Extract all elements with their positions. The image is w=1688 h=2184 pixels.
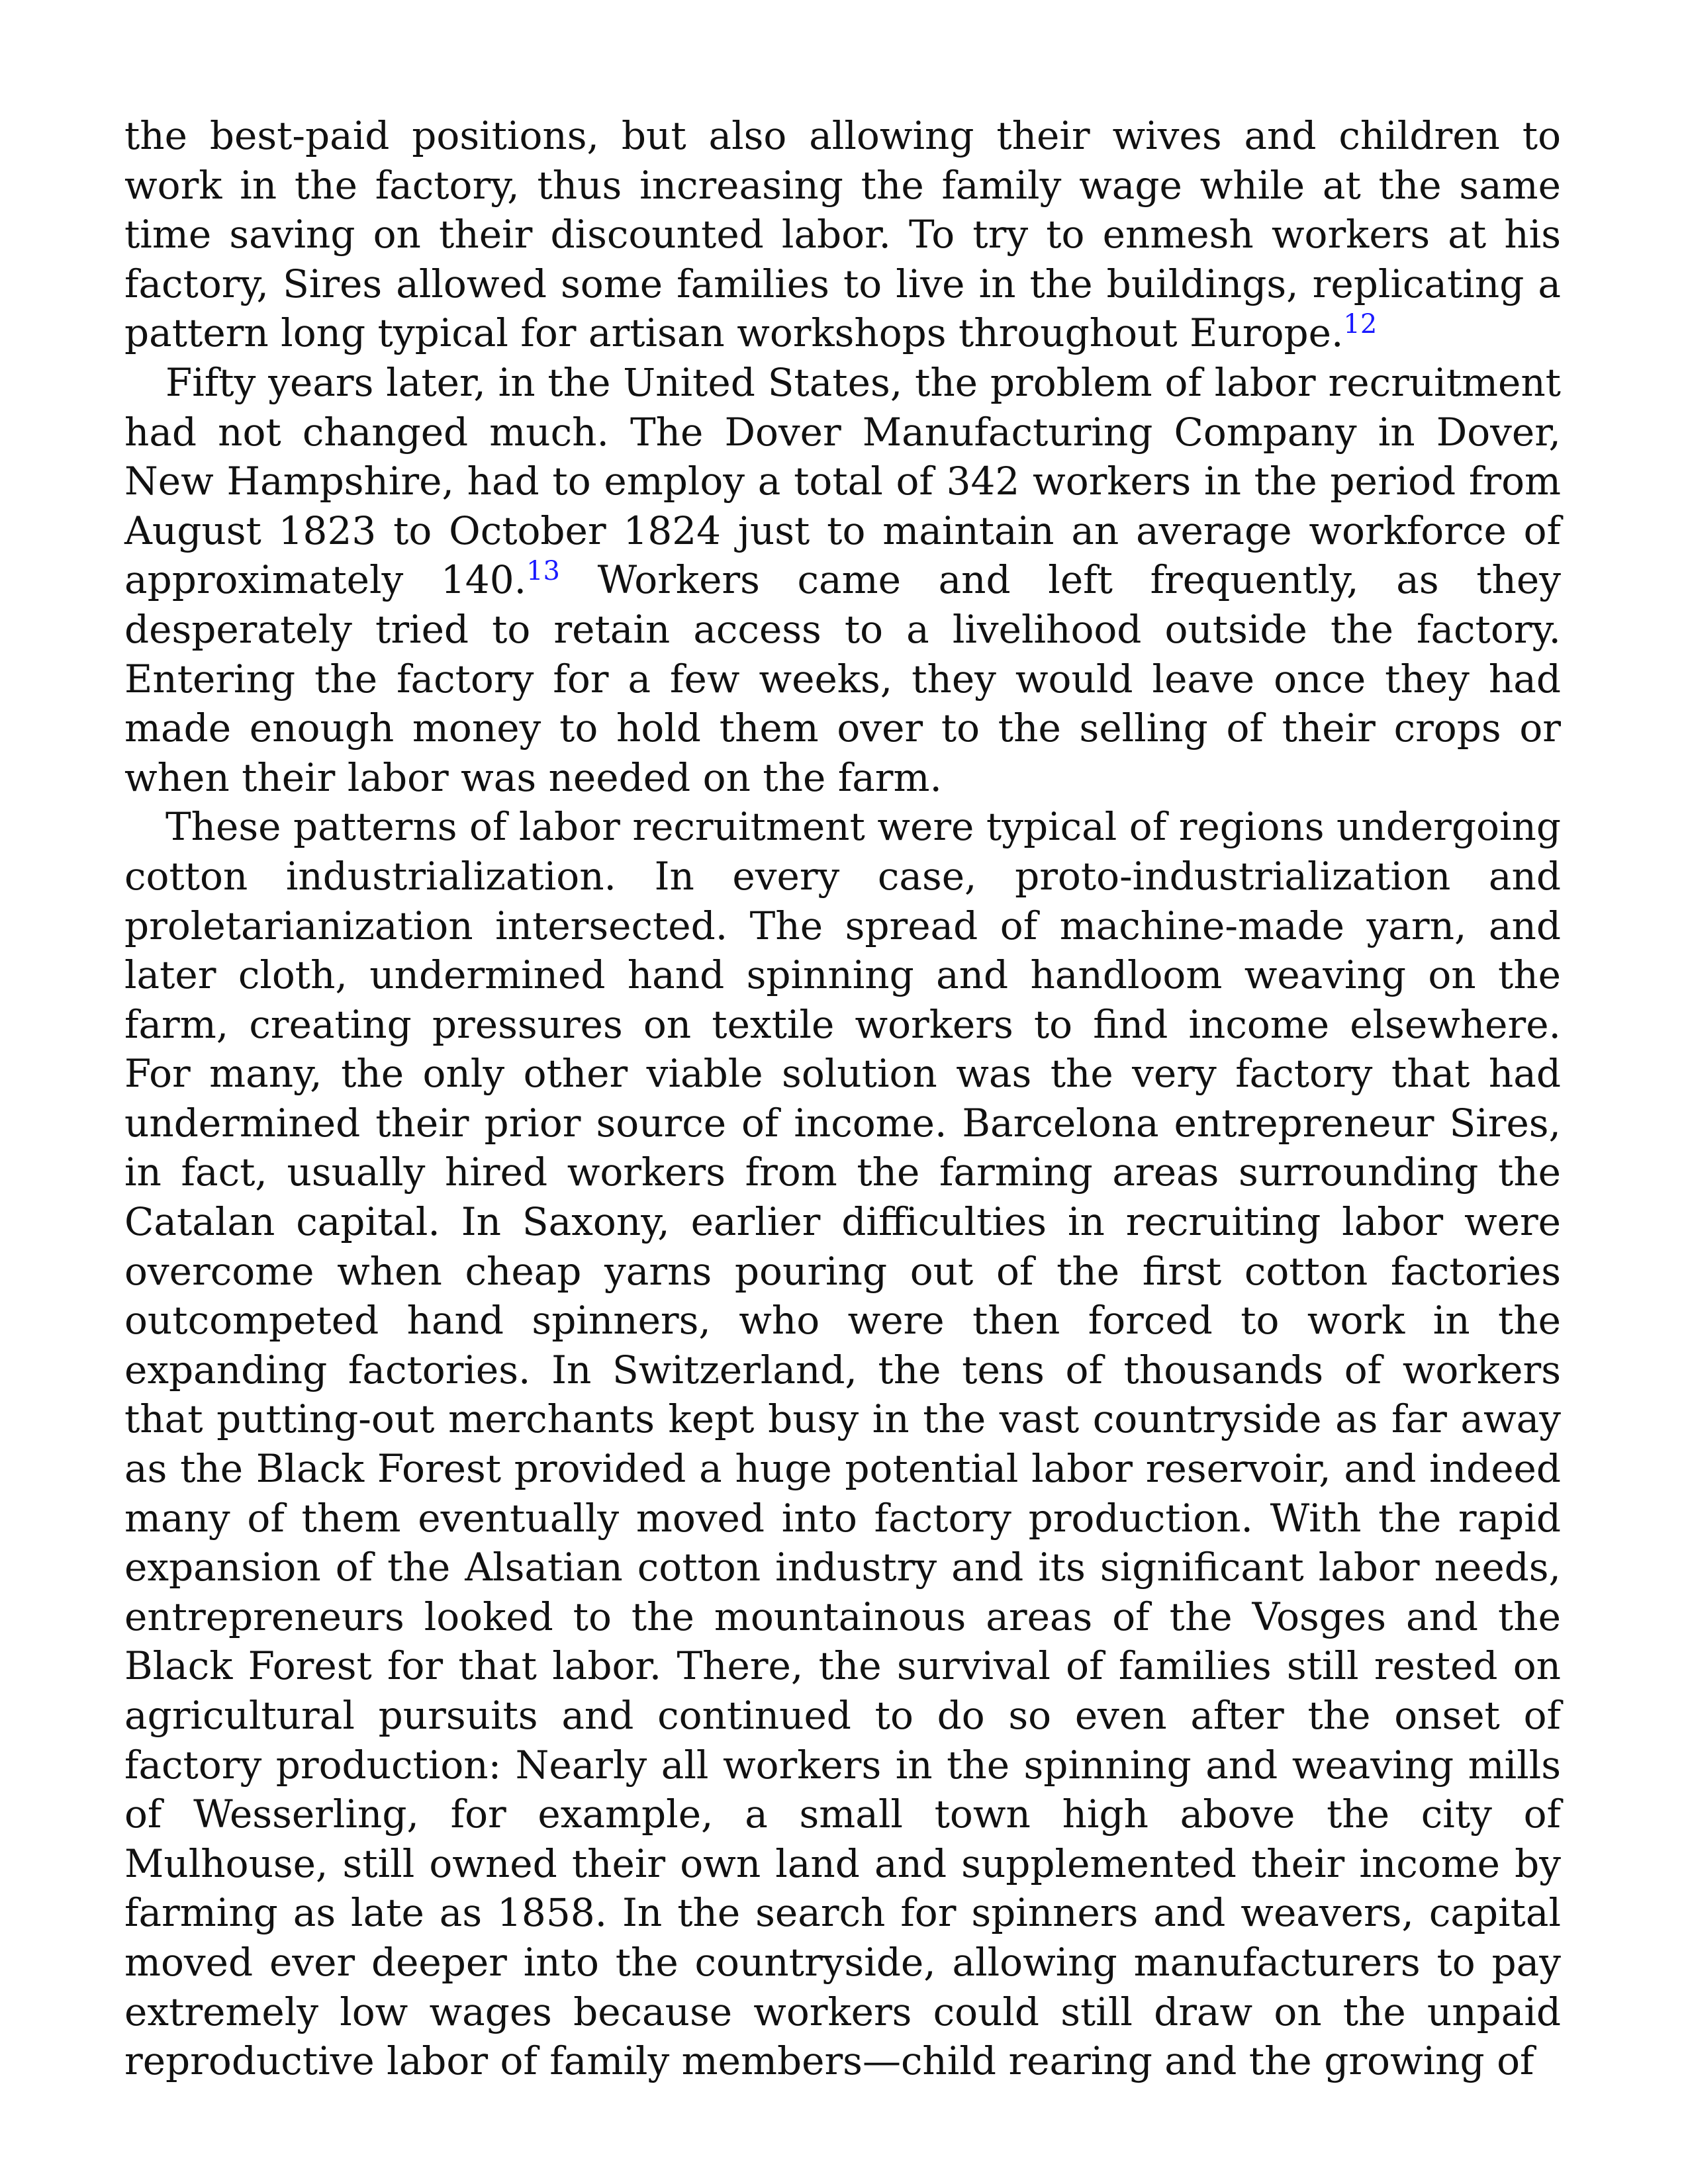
paragraph-text: Workers came and left frequently, as they desperately tried to retain access to a livelihood outside the factory. Entering the factory for a few weeks, they would leave once they had made enough money to hold them over to the selling of their crops or when their labor was needed on the farm. xyxy=(124,557,1561,800)
paragraph-2 xyxy=(124,358,1561,802)
paragraph-3 xyxy=(124,802,1561,2085)
footnote-link-13[interactable]: 13 xyxy=(526,556,560,587)
paragraph-text: These patterns of labor recruitment were typical of regions undergoing cotton industrialization. In every case, proto-industrialization and proletarianization intersected. The spread of machine-made yarn, and later cloth, undermined hand spinning and handloom weaving on the farm, creating pressures on textile workers to find income elsewhere. For many, the only other viable solution was the very factory that had undermined their prior source of income. Barcelona entrepreneur Sires, in fact, usually hired workers from the farming areas surrounding the Catalan capital. In Saxony, earlier difficulties in recruiting labor were overcome when cheap yarns pouring out of the first cotton factories outcompeted hand spinners, who were then forced to work in the expanding factories. In Switzerland, the tens of thousands of workers that putting-out merchants kept busy in the vast countryside as far away as the Black Forest provided a huge potential labor reservoir, and indeed many of them eventually moved into factory production. With the rapid expansion of the Alsatian cotton industry and its significant labor needs, entrepreneurs looked to the mountainous areas of the Vosges and the Black Forest for that labor. There, the survival of families still rested on agricultural pursuits and continued to do so even after the onset of factory production: Nearly all workers in the spinning and weaving mills of Wesserling, for example, a small town high above the city of Mulhouse, still owned their own land and supplemented their income by farming as late as 1858. In the search for spinners and weavers, capital moved ever deeper into the countryside, allowing manufacturers to pay extremely low wages because workers could still draw on the unpaid reproductive labor of family members—child rearing and the growing of xyxy=(124,804,1561,2084)
page-body xyxy=(124,111,1561,2086)
paragraph-text: Fifty years later, in the United States, the problem of labor recruitment had not changed much. The Dover Manufacturing Company in Dover, New Hampshire, had to employ a total of 342 workers in the period from August 1823 to October 1824 just to maintain an average workforce of approximately 140. xyxy=(124,359,1561,603)
paragraph-text: the best-paid positions, but also allowing their wives and children to work in the factory, thus increasing the family wage while at the same time saving on their discounted labor. To try to enmesh workers at his factory, Sires allowed some families to live in the buildings, replicating a pattern long typical for artisan workshops throughout Europe. xyxy=(124,113,1561,356)
footnote-link-12[interactable]: 12 xyxy=(1343,309,1378,340)
paragraph-1 xyxy=(124,111,1561,358)
